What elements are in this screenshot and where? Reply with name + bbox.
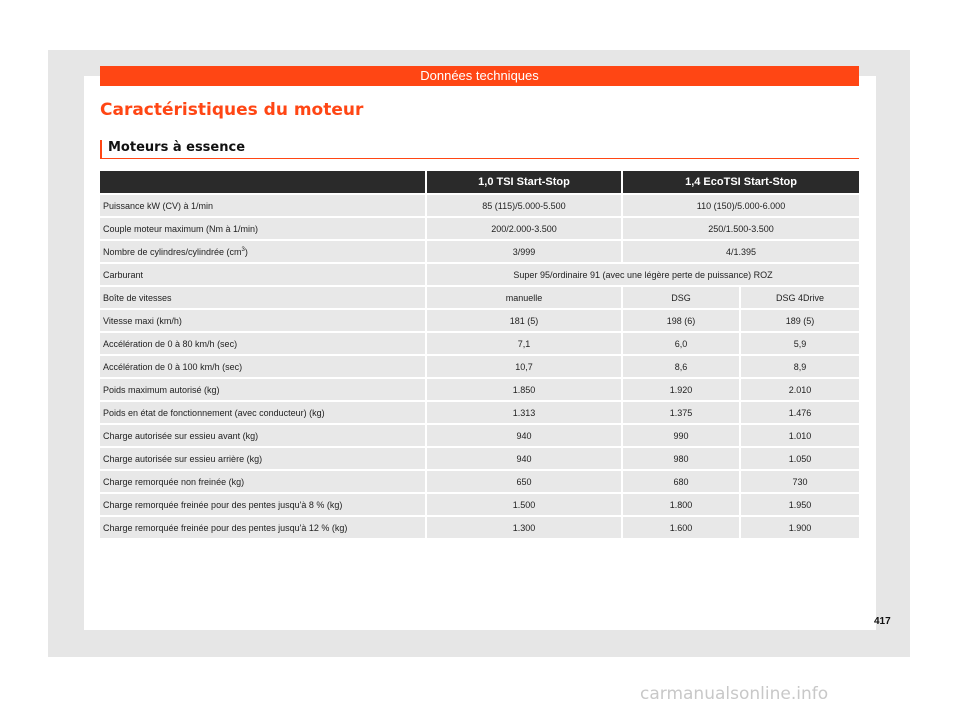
row-value: 198 (6)	[622, 309, 740, 332]
row-value-span: Super 95/ordinaire 91 (avec une légère perte de puissance) ROZ	[426, 263, 859, 286]
subsection-accent-bar	[100, 140, 102, 158]
table-row	[100, 286, 859, 309]
table-header-blank	[100, 171, 426, 194]
row-label-superscript: 3	[241, 246, 245, 253]
row-value: manuelle	[426, 286, 622, 309]
row-value: 189 (5)	[740, 309, 859, 332]
row-label: Accélération de 0 à 100 km/h (sec)	[100, 355, 426, 378]
row-label: Accélération de 0 à 80 km/h (sec)	[100, 332, 426, 355]
table-row	[100, 309, 859, 332]
row-value: DSG 4Drive	[740, 286, 859, 309]
row-value: 650	[426, 470, 622, 493]
row-value: 1.050	[740, 447, 859, 470]
row-value: 990	[622, 424, 740, 447]
table-row	[100, 355, 859, 378]
table-row	[100, 493, 859, 516]
row-label: Charge autorisée sur essieu arrière (kg)	[100, 447, 426, 470]
row-value: 1.600	[622, 516, 740, 539]
table-row	[100, 194, 859, 217]
row-value: 1.010	[740, 424, 859, 447]
subsection-title: Moteurs à essence	[108, 140, 246, 155]
table-row	[100, 401, 859, 424]
row-value: 7,1	[426, 332, 622, 355]
row-label: Charge autorisée sur essieu avant (kg)	[100, 424, 426, 447]
engine-specs-table	[100, 171, 859, 540]
row-label: Poids maximum autorisé (kg)	[100, 378, 426, 401]
table-row	[100, 424, 859, 447]
table-header-engine-1: 1,0 TSI Start-Stop	[426, 171, 622, 194]
row-value: 940	[426, 447, 622, 470]
table-header-row	[100, 171, 859, 194]
row-value: 6,0	[622, 332, 740, 355]
row-value: 980	[622, 447, 740, 470]
row-value: 730	[740, 470, 859, 493]
row-value: 1.850	[426, 378, 622, 401]
row-label	[100, 240, 426, 263]
row-value: 8,6	[622, 355, 740, 378]
row-value: 1.800	[622, 493, 740, 516]
row-value: 1.375	[622, 401, 740, 424]
row-value: 1.300	[426, 516, 622, 539]
row-value: 680	[622, 470, 740, 493]
row-value: 200/2.000-3.500	[426, 217, 622, 240]
table-row	[100, 332, 859, 355]
row-value: 1.900	[740, 516, 859, 539]
table-row	[100, 447, 859, 470]
table-row	[100, 470, 859, 493]
row-label: Charge remorquée freinée pour des pentes jusqu'à 8 % (kg)	[100, 493, 426, 516]
row-value: 1.950	[740, 493, 859, 516]
row-label: Poids en état de fonctionnement (avec conducteur) (kg)	[100, 401, 426, 424]
table-row	[100, 240, 859, 263]
row-value: 1.500	[426, 493, 622, 516]
row-value: 2.010	[740, 378, 859, 401]
section-title: Caractéristiques du moteur	[100, 100, 364, 120]
page-number: 417	[874, 616, 891, 627]
row-label: Carburant	[100, 263, 426, 286]
table-row	[100, 378, 859, 401]
row-value: 250/1.500-3.500	[622, 217, 859, 240]
row-label: Vitesse maxi (km/h)	[100, 309, 426, 332]
row-label-text: Nombre de cylindres/cylindrée (cm	[103, 246, 242, 257]
row-label-end: )	[244, 246, 248, 257]
row-value: DSG	[622, 286, 740, 309]
subsection-heading	[100, 140, 859, 159]
row-label: Couple moteur maximum (Nm à 1/min)	[100, 217, 426, 240]
table-row	[100, 263, 859, 286]
row-value: 1.313	[426, 401, 622, 424]
table-header-engine-2: 1,4 EcoTSI Start-Stop	[622, 171, 859, 194]
row-label: Boîte de vitesses	[100, 286, 426, 309]
row-value: 3/999	[426, 240, 622, 263]
row-value: 85 (115)/5.000-5.500	[426, 194, 622, 217]
row-value: 940	[426, 424, 622, 447]
table-row	[100, 217, 859, 240]
row-value: 10,7	[426, 355, 622, 378]
row-label: Charge remorquée freinée pour des pentes jusqu'à 12 % (kg)	[100, 516, 426, 539]
watermark: carmanualsonline.info	[640, 684, 829, 704]
row-label: Charge remorquée non freinée (kg)	[100, 470, 426, 493]
row-label: Puissance kW (CV) à 1/min	[100, 194, 426, 217]
row-value: 4/1.395	[622, 240, 859, 263]
row-value: 110 (150)/5.000-6.000	[622, 194, 859, 217]
row-value: 5,9	[740, 332, 859, 355]
row-value: 8,9	[740, 355, 859, 378]
chapter-header: Données techniques	[100, 66, 859, 86]
row-value: 1.476	[740, 401, 859, 424]
row-value: 181 (5)	[426, 309, 622, 332]
table-row	[100, 516, 859, 539]
row-value: 1.920	[622, 378, 740, 401]
